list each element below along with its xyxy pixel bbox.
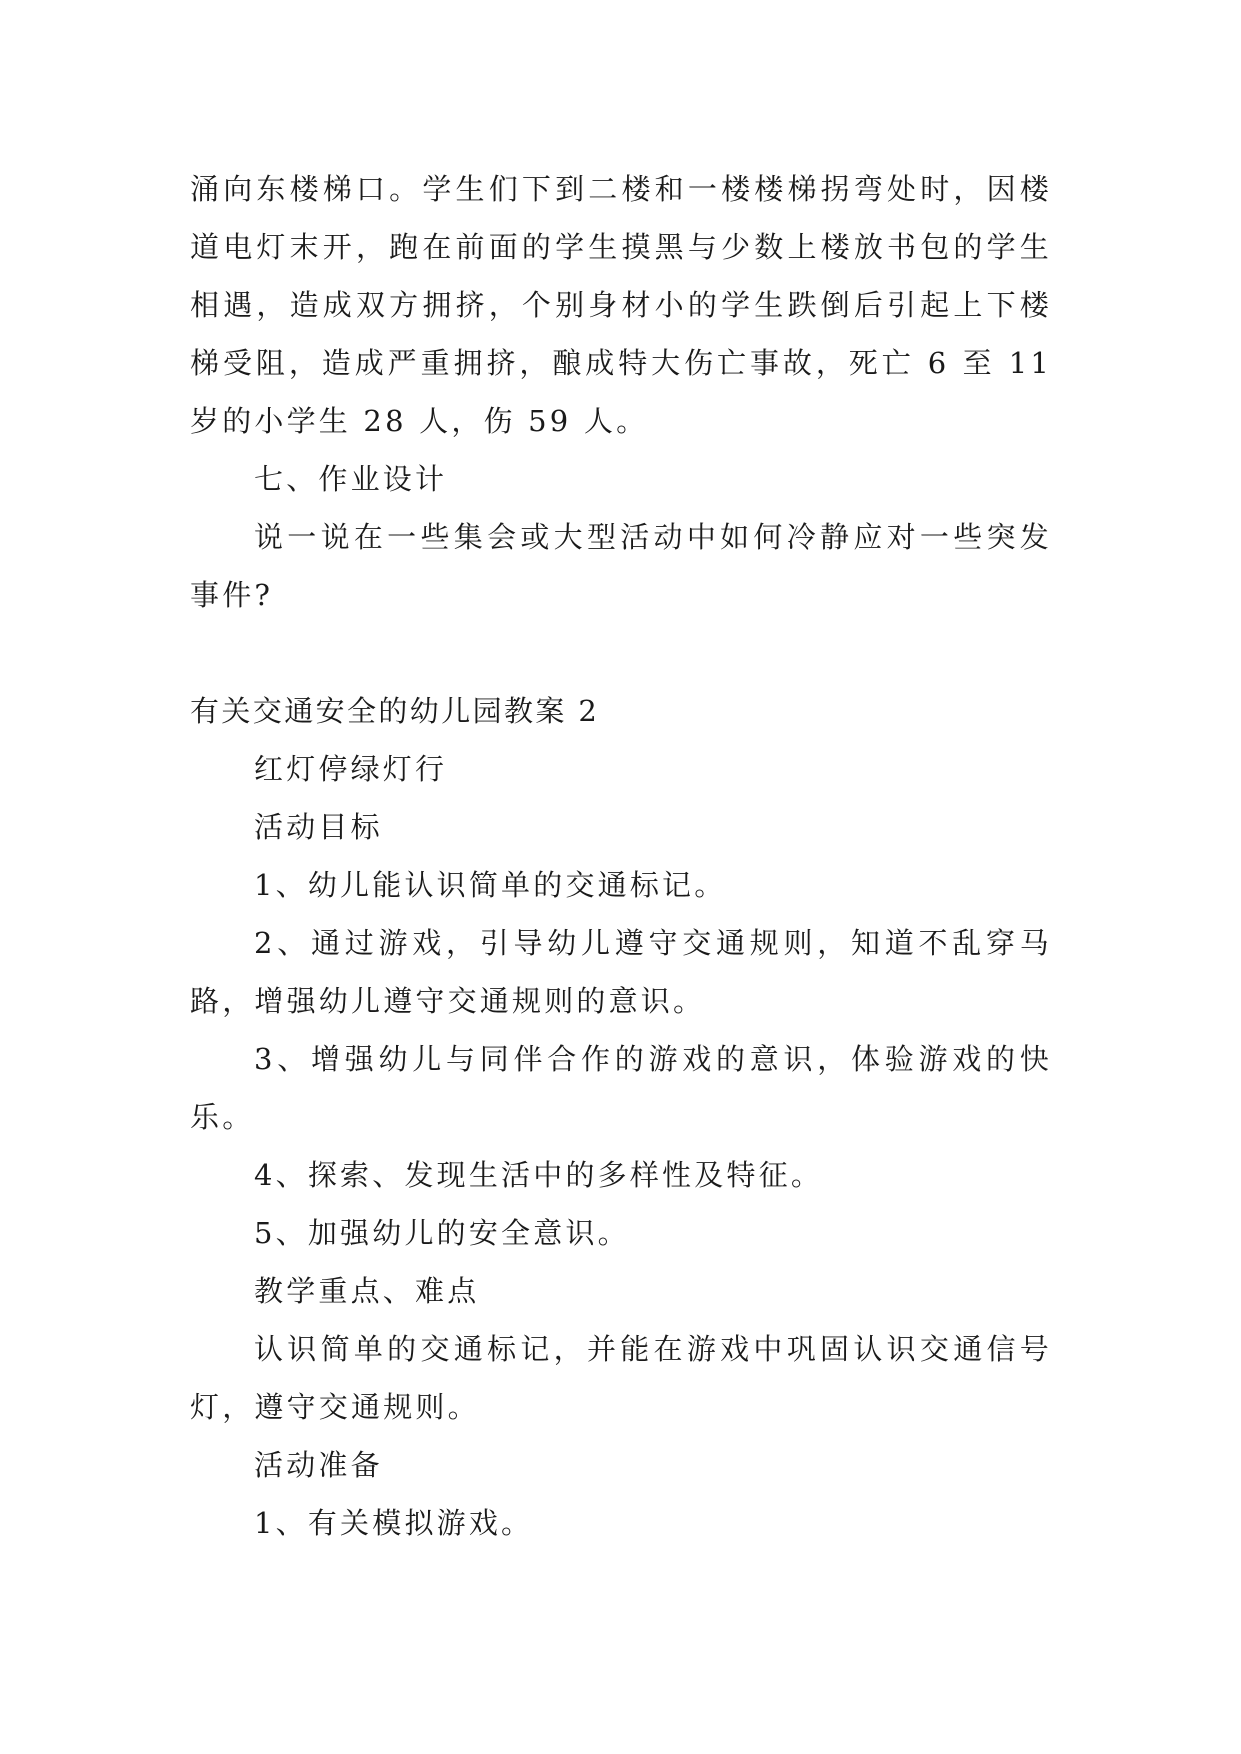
heading-activity-goals: 活动目标: [254, 810, 383, 844]
heading-key-points: 教学重点、难点: [254, 1274, 480, 1308]
goal-item-2: 2、通过游戏，引导幼儿遵守交通规则，知道不乱穿马路，增强幼儿遵守交通规则的意识。: [190, 926, 1052, 1018]
heading-activity-preparation: 活动准备: [254, 1448, 383, 1482]
document-body: [190, 160, 1052, 1552]
paragraph-homework-question: 说一说在一些集会或大型活动中如何冷静应对一些突发事件?: [190, 520, 1052, 612]
preparation-item-1: 1、有关模拟游戏。: [254, 1506, 534, 1540]
goal-item-3: 3、增强幼儿与同伴合作的游戏的意识，体验游戏的快乐。: [190, 1042, 1052, 1134]
section-spacer: [190, 624, 1052, 682]
paragraph-key-points: 认识简单的交通标记，并能在游戏中巩固认识交通信号灯，遵守交通规则。: [190, 1332, 1052, 1424]
heading-homework-design: 七、作业设计: [254, 462, 448, 496]
goal-item-5: 5、加强幼儿的安全意识。: [254, 1216, 630, 1250]
goal-item-4: 4、探索、发现生活中的多样性及特征。: [254, 1158, 824, 1192]
lesson-title: 红灯停绿灯行: [254, 752, 448, 786]
section-title: 有关交通安全的幼儿园教案 2: [190, 694, 600, 728]
paragraph-accident-description: 涌向东楼梯口。学生们下到二楼和一楼楼梯拐弯处时，因楼道电灯末开，跑在前面的学生摸黑与少数上楼放书包的学生相遇，造成双方拥挤，个别身材小的学生跌倒后引起上下楼梯受阻，造成严重拥挤，酿成特大伤亡事故，死亡 6 至 11 岁的小学生 28 人，伤 59 人。: [190, 172, 1052, 438]
goal-item-1: 1、幼儿能认识简单的交通标记。: [254, 868, 727, 902]
